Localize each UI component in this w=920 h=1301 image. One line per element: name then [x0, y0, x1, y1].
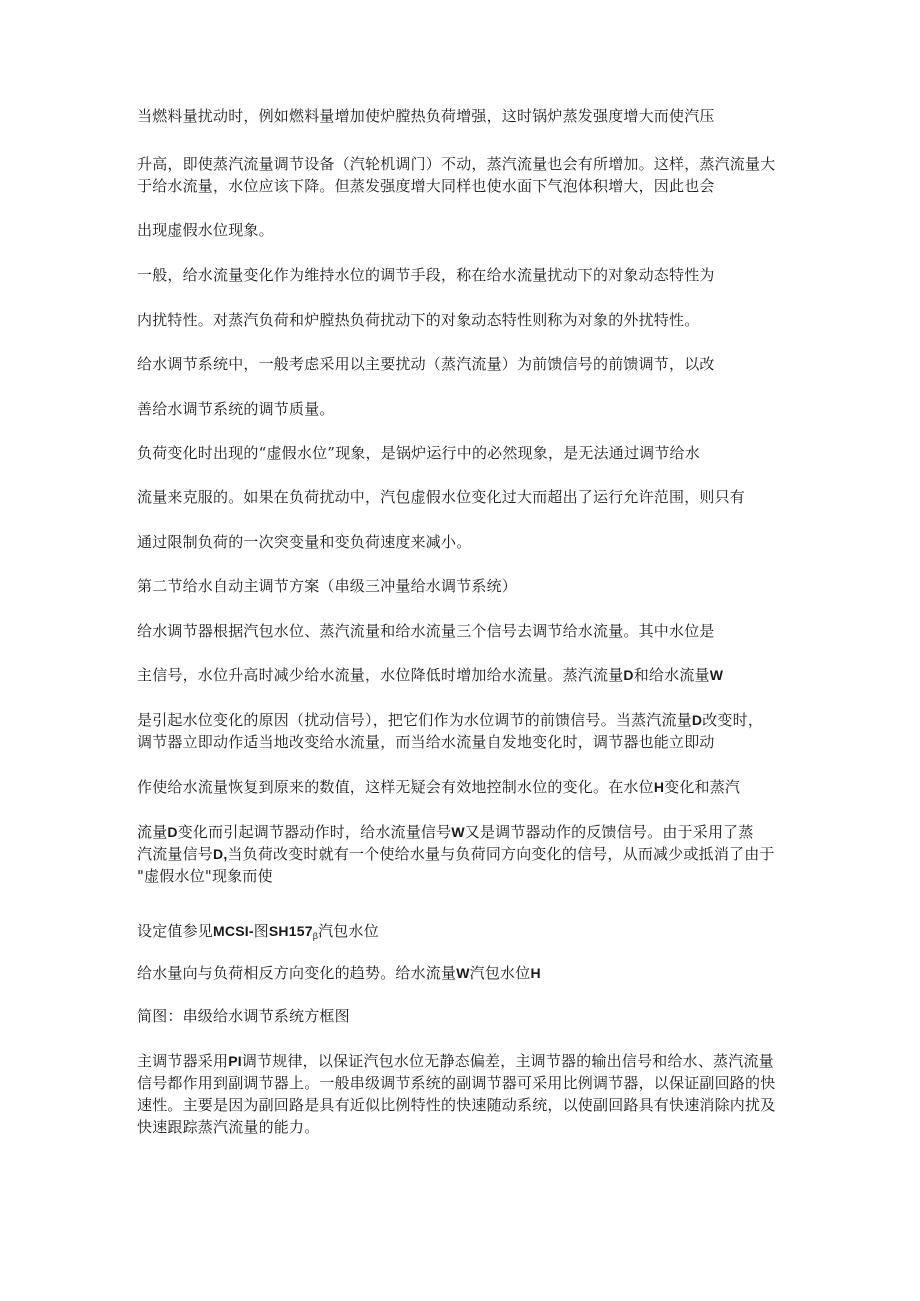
text-run: 当负荷改变时就有一个使给水量与负荷同方向变化的信号，从而减少或抵消了由于	[227, 845, 775, 863]
text-run: 汽包水位	[469, 964, 531, 982]
text-run: 改变时，	[702, 711, 764, 729]
section-title: 第二节给水自动主调节方案（串级三冲量给水调节系统）	[137, 577, 518, 595]
paragraph-1-line-1: 当燃料量扰动时，例如燃料量增加使炉膛热负荷增强，这时锅炉蒸发强度增大而使汽压	[137, 107, 715, 125]
text-run: 作使给水流量恢复到原来的数值，这样无疑会有效地控制水位的变化。在水位	[137, 778, 654, 796]
paragraph-5-line-7	[137, 844, 797, 865]
paragraph-1-line-3: 于给水流量，水位应该下降。但蒸发强度增大同样也使水面下气泡体积增大，因此也会	[137, 177, 715, 195]
text-run: 调节规律，以保证汽包水位无静态偏差，主调节器的输出信号和给水、蒸汽流量	[241, 1052, 774, 1070]
variable-w: W	[451, 824, 465, 840]
paragraph-3-line-1: 给水调节系统中，一般考虑采用以主要扰动（蒸汽流量）为前馈信号的前馈调节，以改	[137, 355, 715, 373]
variable-d: D	[691, 712, 703, 728]
figure-code-subscript: β	[312, 931, 319, 941]
variable-d: D,	[213, 846, 228, 862]
paragraph-6-line-1	[137, 1051, 797, 1072]
figure-code: SH157	[268, 923, 313, 939]
paragraph-6-line-2: 信号都作用到副调节器上。一般串级调节系统的副调节器可采用比例调节器，以保证副回路的快	[137, 1074, 776, 1092]
paragraph-3-line-2: 善给水调节系统的调节质量。	[137, 400, 335, 418]
text-run: 给水量向与负荷相反方向变化的趋势。给水流量	[137, 964, 457, 982]
paragraph-1-line-4: 出现虚假水位现象。	[137, 221, 274, 239]
variable-h: H	[653, 779, 665, 795]
text-run: 主调节器采用	[137, 1052, 229, 1070]
text-run: 流量	[137, 823, 168, 841]
paragraph-4-line-2: 流量来克服的。如果在负荷扰动中，汽包虚假水位变化过大而超出了运行允许范围，则只有	[137, 488, 746, 506]
text-run: 汽流量信号	[137, 845, 214, 863]
paragraph-1-line-2: 升高，即使蒸汽流量调节设备（汽轮机调门）不动，蒸汽流量也会有所增加。这样，蒸汽流量大	[137, 155, 776, 173]
paragraph-5-line-1: 给水调节器根据汽包水位、蒸汽流量和给水流量三个信号去调节给水流量。其中水位是	[137, 622, 715, 640]
reference-code: MCSI-	[213, 923, 254, 939]
variable-w: W	[456, 965, 470, 981]
text-run: 又是调节器动作的反馈信号。由于采用了蒸	[464, 823, 754, 841]
text-run: 主信号，水位升高时减少给水流量，水位降低时增加给水流量。蒸汽流量	[137, 666, 624, 684]
variable-h: H	[530, 965, 541, 981]
paragraph-5-line-2	[137, 665, 797, 686]
text-run: 变化和蒸汽	[664, 778, 741, 796]
paragraph-5-line-3	[137, 710, 797, 731]
paragraph-4-line-1: 负荷变化时出现的“虚假水位”现象，是锅炉运行中的必然现象，是无法通过调节给水	[137, 444, 700, 462]
paragraph-6-line-4: 快速跟踪蒸汽流量的能力。	[137, 1118, 320, 1136]
text-run: 和给水流量	[633, 666, 710, 684]
paragraph-5-line-8: "虚假水位"现象而使	[137, 867, 273, 885]
pi-label: PI	[228, 1053, 242, 1069]
paragraph-5-line-4: 调节器立即动作适当地改变给水流量，而当给水流量自发地变化时，调节器也能立即动	[137, 733, 715, 751]
paragraph-5-line-6	[137, 822, 797, 843]
paragraph-4-line-3: 通过限制负荷的一次突变量和变负荷速度来减小。	[137, 533, 472, 551]
paragraph-2-line-2: 内扰特性。对蒸汽负荷和炉膛热负荷扰动下的对象动态特性则称为对象的外扰特性。	[137, 311, 700, 329]
paragraph-6-line-3: 速性。主要是因为副回路是具有近似比例特性的快速随动系统，以使副回路具有快速消除内扰及	[137, 1096, 776, 1114]
figure-caption: 简图：串级给水调节系统方框图	[137, 1007, 350, 1025]
paragraph-2-line-1: 一般，给水流量变化作为维持水位的调节手段，称在给水流量扰动下的对象动态特性为	[137, 266, 715, 284]
paragraph-5-line-5	[137, 777, 797, 798]
text-run: 汽包水位	[318, 922, 379, 940]
text-run: 变化而引起调节器动作时，给水流量信号	[177, 823, 452, 841]
flow-trend-line	[137, 963, 797, 984]
variable-w: W	[709, 667, 724, 683]
text-run: 设定值参见	[137, 922, 214, 940]
setpoint-reference-line	[137, 921, 797, 947]
text-run: 图	[253, 922, 269, 940]
variable-d: D	[167, 824, 178, 840]
variable-d: D	[623, 667, 634, 683]
text-run: 是引起水位变化的原因（扰动信号），把它们作为水位调节的前馈信号。当蒸汽流量	[137, 711, 692, 729]
